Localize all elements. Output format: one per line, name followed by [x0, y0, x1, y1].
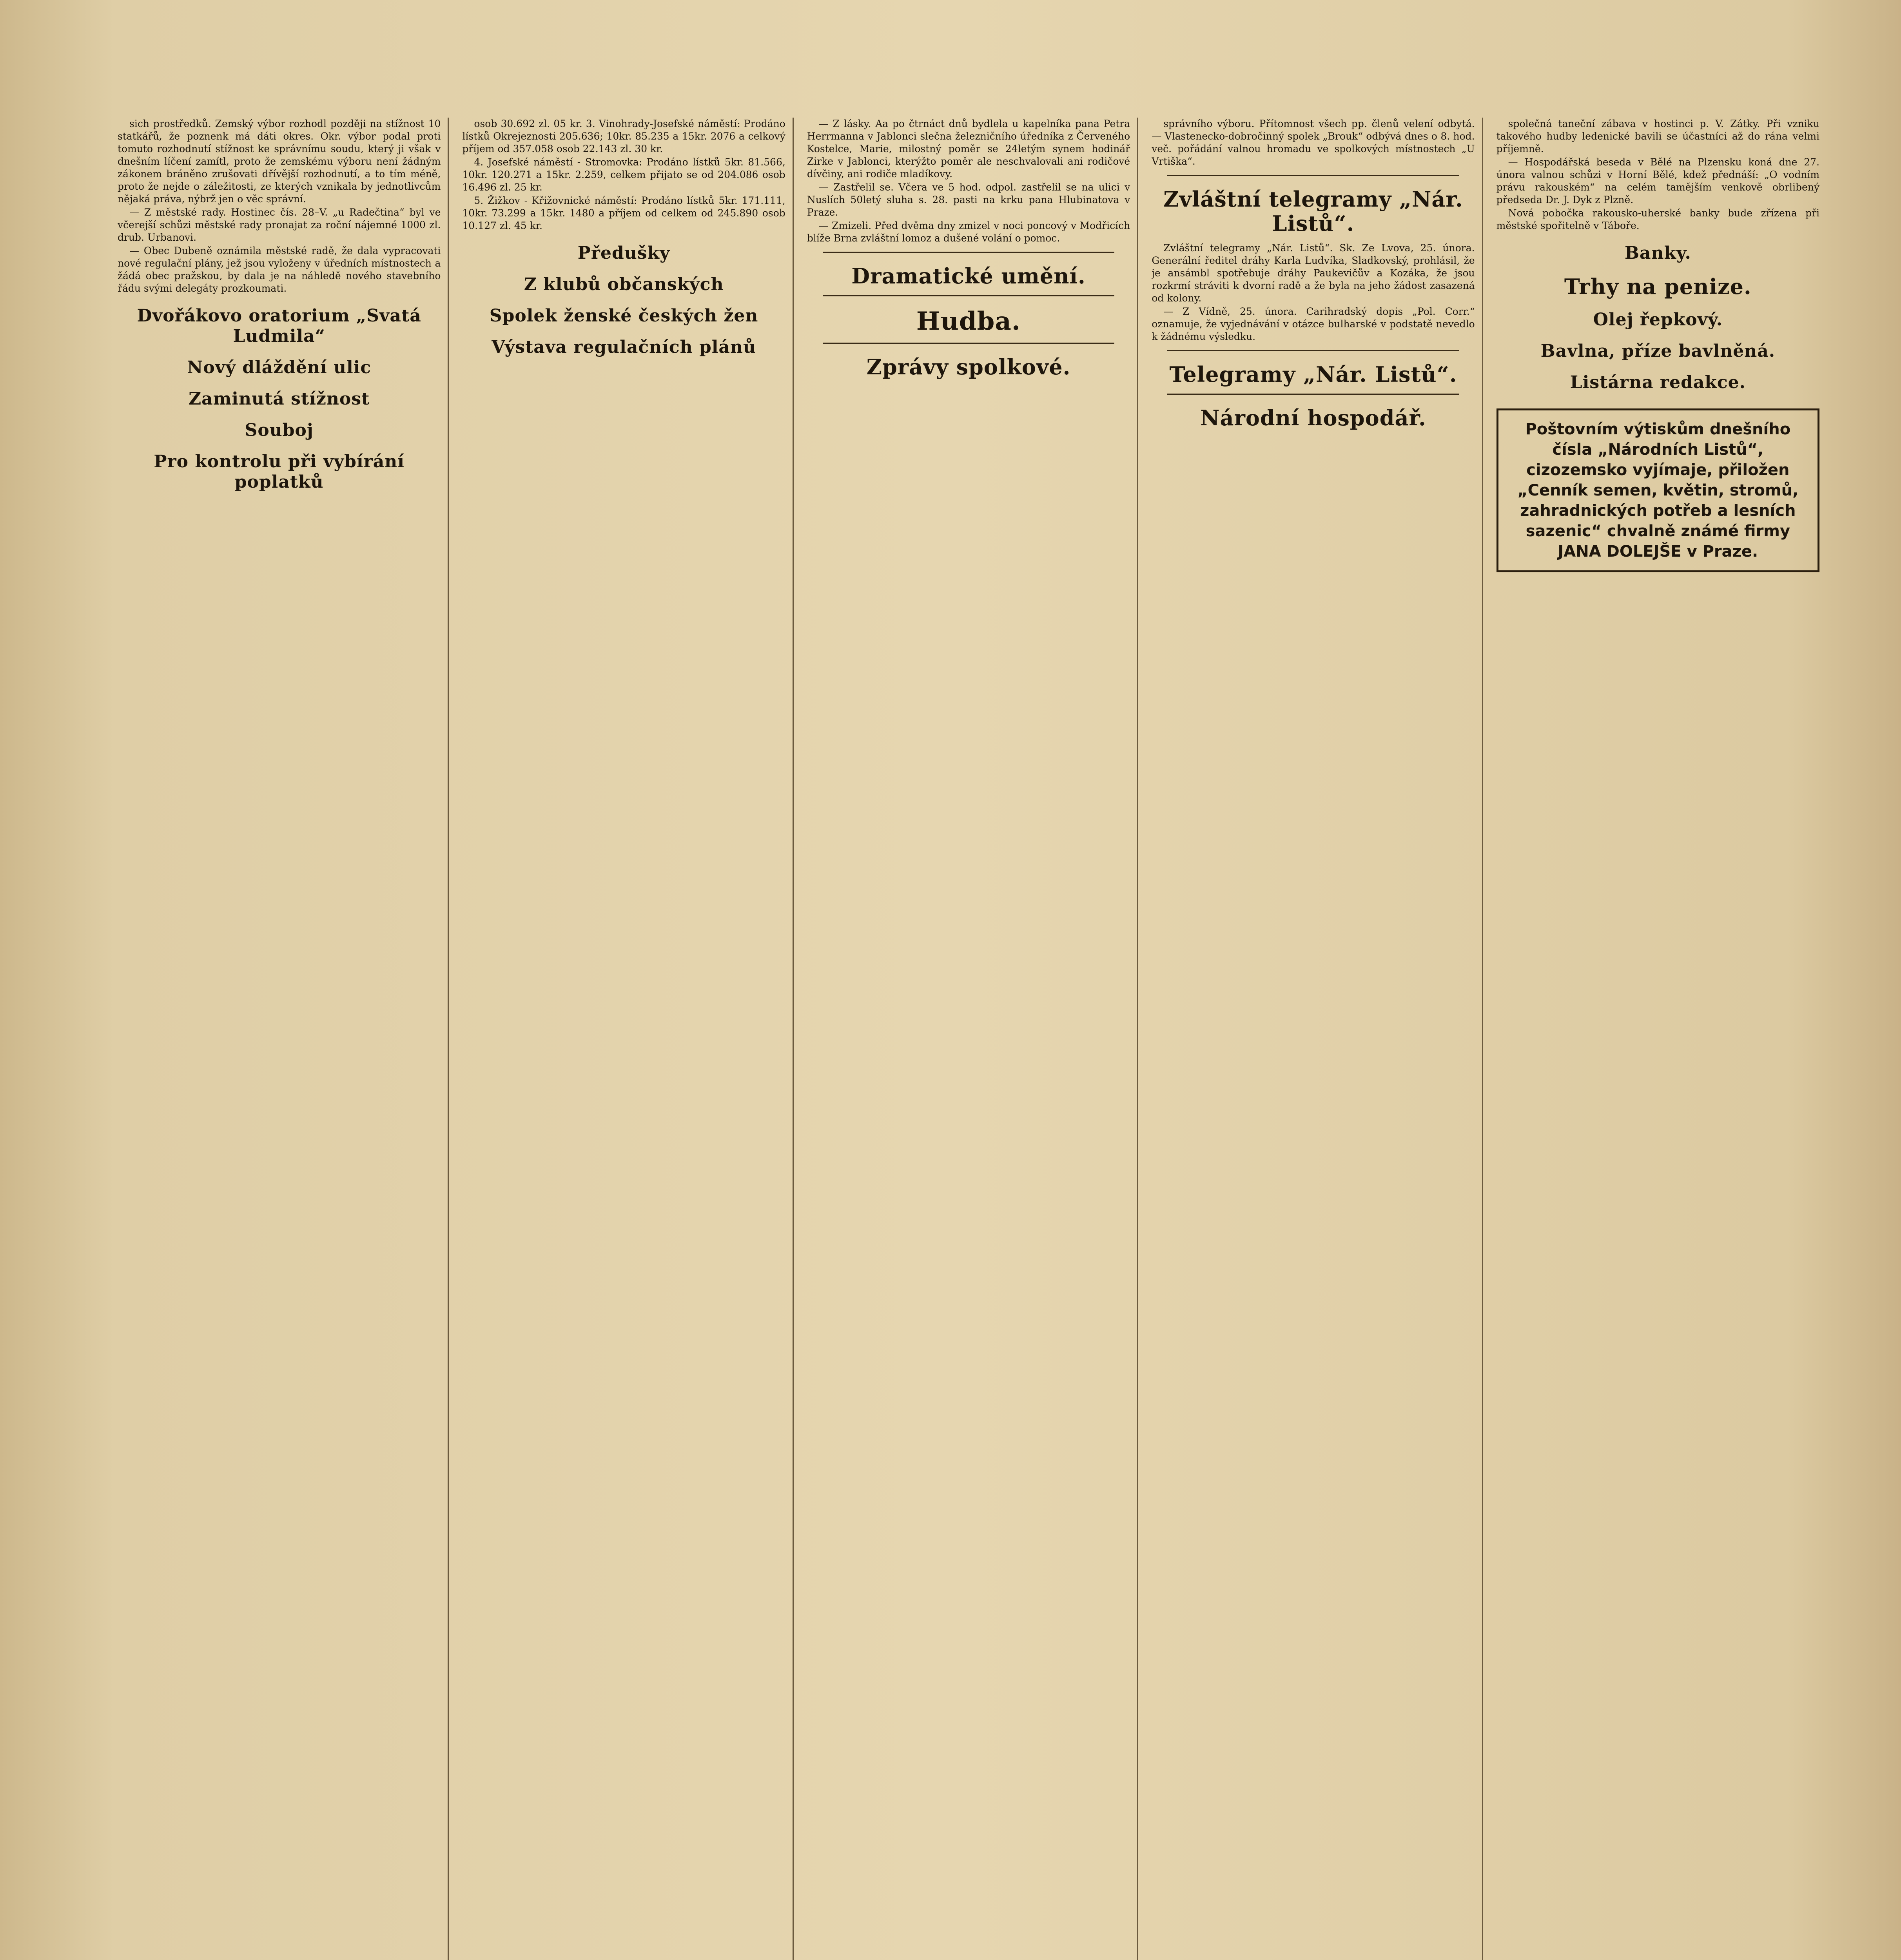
article-paragraph: — Zastřelil se. Včera ve 5 hod. odpol. zastřelil se na ulici v Nuslích 50letý sluha s. 28. pasti na krku pana Hlubinatova v Praze. — [807, 181, 1130, 218]
column-4 — [1152, 118, 1483, 1960]
section-heading: Souboj — [245, 420, 314, 440]
column-2 — [462, 118, 793, 1960]
article-paragraph: — Zmizeli. Před dvěma dny zmizel v noci poncový v Modřicích blíže Brna zvláštní lomoz a dušené volání o pomoc. — [807, 220, 1130, 244]
section-divider — [1167, 175, 1459, 176]
article-paragraph: osob 30.692 zl. 05 kr. 3. Vinohrady-Josefské náměstí: Prodáno lístků Okrejeznosti 205.636; 10kr. 85.235 a 15kr. 2076 a celkový příjem od 357.058 osob 22.143 zl. 30 kr. — [462, 118, 785, 154]
article-paragraph: Zvláštní telegramy „Nár. Listů“. Sk. Ze Lvova, 25. února. Generální ředitel dráhy Karla Ludvíka, Sladkovský, prohlásil, že je ansámbl spotřebuje dráhy Paukevičův a Kozáka, že jsou rozkrmí stráviti k dvorní radě a že byla na jeho žádost zasazená od kolony. — [1152, 242, 1475, 304]
section-heading: Výstava regulačních plánů — [492, 337, 756, 357]
section-heading: Z klubů občanských — [524, 274, 724, 294]
section-heading-rapeseed-oil: Olej řepkový. — [1593, 310, 1723, 330]
section-heading-cotton: Bavlna, příze bavlněná. — [1540, 341, 1776, 361]
section-divider — [1167, 394, 1459, 395]
column-5 — [1496, 118, 1827, 1960]
article-paragraph: 4. Josefské náměstí - Stromovka: Prodáno lístků 5kr. 81.566, 10kr. 120.271 a 15kr. 2.259, celkem přijato se od 204.086 osob 16.496 zl. 25 kr. — [462, 156, 785, 193]
article-paragraph: — Z Vídně, 25. února. Carihradský dopis „Pol. Corr.“ oznamuje, že vyjednávání v otázce bulharské v podstatě nevedlo k žádnému výsledku. — [1152, 306, 1475, 342]
section-heading: Předušky — [577, 243, 670, 263]
section-divider — [823, 252, 1114, 253]
text-columns — [118, 118, 1827, 1960]
section-heading: Nový dláždění ulic — [187, 358, 372, 377]
article-paragraph: správního výboru. Přítomnost všech pp. členů velení odbytá. — Vlastenecko-dobročinný spolek „Brouk“ odbývá dnes o 8. hod. več. pořádání valnou hromadu ve spolkových místnostech „U Vrtiška“. — [1152, 118, 1475, 167]
section-heading-music: Hudba. — [916, 307, 1021, 336]
section-heading-editorial-letters: Listárna redakce. — [1570, 372, 1746, 392]
section-heading-telegrams: Telegramy „Nár. Listů“. — [1169, 362, 1457, 387]
article-paragraph: — Hospodářská beseda v Bělé na Plzensku koná dne 27. února valnou schůzi v Horní Bělé, kdež přednáší: „O vodním právu rakouském“ na celém tamějším venkově obrlibený předseda Dr. J. Dyk z Plzně. — [1496, 156, 1820, 205]
section-heading-special-telegrams: Zvláštní telegramy „Nár. Listů“. — [1163, 187, 1463, 236]
supplement-notice: Poštovním výtiskům dnešního čísla „Národních Listů“, cizozemsko vyjímaje, přiložen „Cenník semen, květin, stromů, zahradnických potřeb a lesních sazenic“ chvalně známé firmy JANA DOLEJŠE v Praze. — [1496, 408, 1819, 572]
article-paragraph: společná taneční zábava v hostinci p. V. Zátky. Při vzniku takového hudby ledenické bavili se účastníci až do rána velmi příjemně. — [1496, 118, 1820, 154]
article-paragraph: Nová pobočka rakousko-uherské banky bude zřízena při městské spořitelně v Táboře. — [1496, 207, 1820, 231]
section-divider — [823, 295, 1114, 296]
column-3 — [807, 118, 1138, 1960]
section-heading: Zaminutá stížnost — [189, 389, 370, 409]
section-heading-dramatic-art: Dramatické umění. — [851, 263, 1086, 289]
section-heading: Spolek ženské českých žen — [489, 306, 758, 326]
article-paragraph: — Z lásky. Aa po čtrnáct dnů bydlela u kapelníka pana Petra Herrmanna v Jablonci slečna železničního úředníka z Červeného Kostelce, Marie, milostný poměr se 24letým synem hodinář Zirke v Jablonci, kterýžto poměr ale neschvalovali ani rodičové dívčiny, ani rodiče mladíkovy. — [807, 118, 1130, 180]
section-heading-economy: Národní hospodář. — [1200, 405, 1426, 430]
section-divider — [1167, 350, 1459, 351]
section-heading-banks: Banky. — [1624, 243, 1691, 263]
article-paragraph: — Z městské rady. Hostinec čís. 28–V. „u Radečtina“ byl ve včerejší schůzi městské rady pronajat za roční nájemné 1000 zl. drub. Urbanovi. — [118, 207, 441, 243]
column-1 — [118, 118, 449, 1960]
section-heading: Pro kontrolu při vybírání poplatků — [154, 452, 405, 492]
article-paragraph: sich prostředků. Zemský výbor rozhodl později na stížnost 10 statkářů, že poznenk má dáti okres. Okr. výbor podal proti tomuto rozhodnutí stížnost ke správnímu soudu, který ji však v dnešním líčení zamítl, proto že zemskému výboru není žádným zákonem bráněno zrušovati dřívější rozhodnutí, a to tím méně, proto že nejde o záležitosti, ze kterých vznikala by jednotlivcům nějaká práva, nýbrž jen o věc správní. — [118, 118, 441, 205]
article-paragraph: 5. Žižkov - Křižovnické náměstí: Prodáno lístků 5kr. 171.111, 10kr. 73.299 a 15kr. 1480 a příjem od celkem od 245.890 osob 10.127 zl. 45 kr. — [462, 195, 785, 231]
section-divider — [823, 343, 1114, 344]
section-heading-money-markets: Trhy na penize. — [1564, 274, 1752, 299]
section-heading-club-news: Zprávy spolkové. — [866, 354, 1071, 379]
article-paragraph: — Obec Dubeně oznámila městské radě, že dala vypracovati nové regulační plány, jež jsou vyloženy v úředních místnostech a žádá obec pražskou, by dala je na náhledě nového stavebního řádu svými delegáty prozkoumati. — [118, 245, 441, 294]
section-heading: Dvořákovo oratorium „Svatá Ludmila“ — [137, 306, 421, 346]
